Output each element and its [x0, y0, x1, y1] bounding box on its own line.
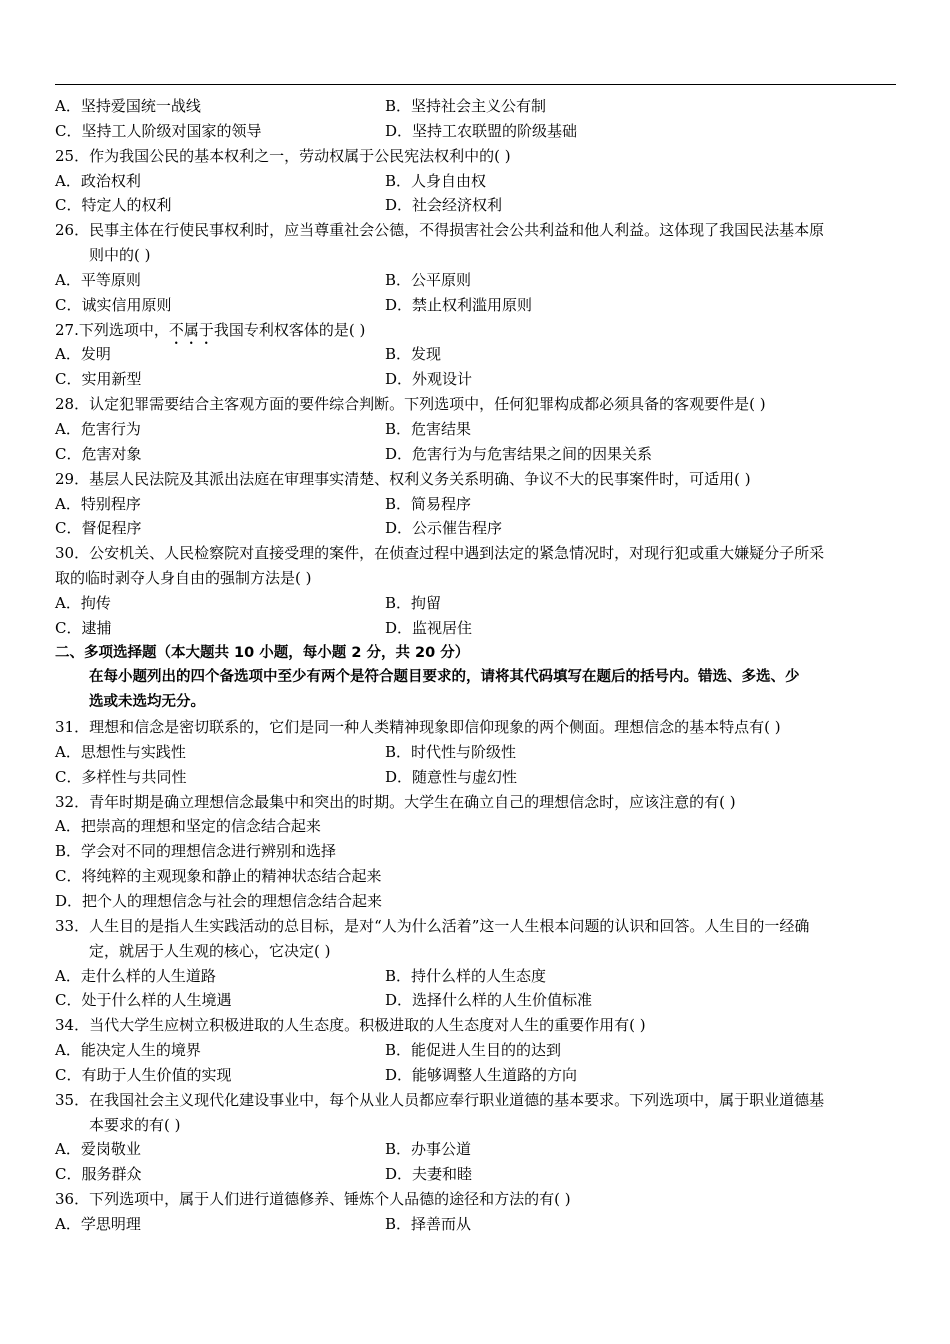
q31-options-row-2 — [55, 765, 896, 790]
q34-options-row-1 — [55, 1038, 896, 1063]
q27-options-row-1 — [55, 342, 896, 367]
q32-stem: 32．青年时期是确立理想信念最集中和突出的时期。大学生在确立自己的理想信念时，应该注意的有( ) — [55, 792, 736, 811]
q30-option-b: B．拘留 — [385, 593, 442, 612]
q31-option-d: D．随意性与虚幻性 — [385, 767, 518, 786]
q24-option-a: A．坚持爱国统一战线 — [55, 97, 201, 115]
q27-options-row-2 — [55, 367, 896, 392]
q26-option-a: A．平等原则 — [55, 270, 141, 289]
q33-stem-line-1: 33．人生目的是指人生实践活动的总目标，是对“人为什么活着”这一人生根本问题的认识和回答。人生目的一经确 — [55, 916, 810, 935]
q34-option-b: B．能促进人生目的的达到 — [385, 1041, 562, 1060]
q30-option-c: C．逮捕 — [55, 618, 112, 637]
q29-option-d: D．公示催告程序 — [385, 519, 503, 538]
q36-stem: 36．下列选项中，属于人们进行道德修养、锤炼个人品德的途径和方法的有( ) — [55, 1190, 571, 1209]
q35-option-a: A．爱岗敬业 — [55, 1140, 141, 1159]
q28-option-b: B．危害结果 — [385, 419, 472, 438]
q36-options-row-1 — [55, 1212, 896, 1237]
q25-option-d: D．社会经济权利 — [385, 196, 503, 215]
q29-options-row-2 — [55, 516, 896, 541]
q35-stem-line-2: 本要求的有( ) — [89, 1115, 181, 1134]
q27-stem-emphasis: 不属于 — [168, 320, 214, 339]
q29-stem: 29．基层人民法院及其派出法庭在审理事实清楚、权利义务关系明确、争议不大的民事案件时，可适用( ) — [55, 469, 751, 488]
q30-options-row-1 — [55, 591, 896, 616]
q33-option-b: B．持什么样的人生态度 — [385, 966, 547, 985]
q34-options-row-2 — [55, 1063, 896, 1088]
q35-option-b: B．办事公道 — [385, 1140, 472, 1159]
q30-stem-line-1: 30．公安机关、人民检察院对直接受理的案件，在侦查过程中遇到法定的紧急情况时，对现行犯或重大嫌疑分子所采 — [55, 544, 825, 563]
q35-options-row-1 — [55, 1137, 896, 1162]
q33-options-row-2 — [55, 988, 896, 1013]
q27-stem-suffix: 我国专利权客体的是( ) — [213, 320, 366, 339]
q25-option-a: A．政治权利 — [55, 171, 141, 190]
q31-option-a: A．思想性与实践性 — [55, 742, 186, 761]
q35-option-d: D．夫妻和睦 — [385, 1165, 473, 1184]
q26-options-row-2 — [55, 293, 896, 318]
q27-stem-prefix: 27.下列选项中， — [55, 320, 169, 339]
q34-option-d: D．能够调整人生道路的方向 — [385, 1065, 578, 1084]
q26-option-b: B．公平原则 — [385, 270, 472, 289]
q28-options-row-1 — [55, 417, 896, 442]
q26-option-c: C．诚实信用原则 — [55, 295, 172, 314]
q24-option-b: B．坚持社会主义公有制 — [385, 97, 547, 115]
q24-option-c: C．坚持工人阶级对国家的领导 — [55, 121, 262, 140]
top-rule — [55, 84, 896, 85]
q25-options-row-2 — [55, 193, 896, 218]
q33-option-d: D．选择什么样的人生价值标准 — [385, 991, 593, 1010]
q28-option-a: A．危害行为 — [55, 419, 141, 438]
q31-option-b: B．时代性与阶级性 — [385, 742, 517, 761]
exam-page-content — [55, 94, 896, 1237]
section-2-instructions-line-2: 选或未选均无分。 — [89, 694, 205, 711]
q29-options-row-1 — [55, 492, 896, 517]
q28-option-c: C．危害对象 — [55, 444, 142, 463]
section-2-title: 二、多项选择题（本大题共 10 小题，每小题 2 分，共 20 分） — [55, 644, 470, 661]
q28-option-d: D．危害行为与危害结果之间的因果关系 — [385, 444, 653, 463]
q33-options-row-1 — [55, 964, 896, 989]
q36-option-b: B．择善而从 — [385, 1214, 472, 1233]
q34-stem: 34．当代大学生应树立积极进取的人生态度。积极进取的人生态度对人生的重要作用有( ) — [55, 1016, 646, 1035]
q34-option-a: A．能决定人生的境界 — [55, 1041, 201, 1060]
q29-option-a: A．特别程序 — [55, 494, 141, 513]
q35-options-row-2 — [55, 1162, 896, 1187]
q25-options-row-1 — [55, 169, 896, 194]
q25-option-b: B．人身自由权 — [385, 171, 487, 190]
q24-options-row-2 — [55, 119, 896, 144]
q26-stem-line-2: 则中的( ) — [89, 246, 151, 265]
q28-stem: 28．认定犯罪需要结合主客观方面的要件综合判断。下列选项中，任何犯罪构成都必须具备的客观要件是( ) — [55, 395, 766, 414]
q27-option-a: A．发明 — [55, 345, 111, 364]
q27-option-c: C．实用新型 — [55, 370, 142, 389]
q32-option-c: C．将纯粹的主观现象和静止的精神状态结合起来 — [55, 867, 382, 886]
q26-options-row-1 — [55, 268, 896, 293]
q25-option-c: C．特定人的权利 — [55, 196, 172, 215]
q27-option-d: D．外观设计 — [385, 370, 473, 389]
q35-stem-line-1: 35．在我国社会主义现代化建设事业中，每个从业人员都应奉行职业道德的基本要求。下列选项中，属于职业道德基 — [55, 1090, 825, 1109]
q30-option-a: A．拘传 — [55, 593, 111, 612]
q29-option-b: B．简易程序 — [385, 494, 472, 513]
section-2-instructions-line-1: 在每小题列出的四个备选项中至少有两个是符合题目要求的，请将其代码填写在题后的括号内。错选、多选、少 — [89, 669, 800, 686]
q30-stem-line-2: 取的临时剥夺人身自由的强制方法是( ) — [55, 569, 312, 588]
q28-options-row-2 — [55, 442, 896, 467]
q32-option-b: B．学会对不同的理想信念进行辨别和选择 — [55, 842, 337, 861]
q35-option-c: C．服务群众 — [55, 1165, 142, 1184]
q27-stem — [55, 318, 896, 343]
q32-option-d: D．把个人的理想信念与社会的理想信念结合起来 — [55, 892, 383, 910]
q32-option-a: A．把崇高的理想和坚定的信念结合起来 — [55, 817, 321, 836]
q24-options-row-1 — [55, 94, 896, 119]
q24-option-d: D．坚持工农联盟的阶级基础 — [385, 121, 578, 140]
q25-stem: 25．作为我国公民的基本权利之一，劳动权属于公民宪法权利中的( ) — [55, 146, 511, 165]
q29-option-c: C．督促程序 — [55, 519, 142, 538]
q27-option-b: B．发现 — [385, 345, 442, 364]
q33-option-a: A．走什么样的人生道路 — [55, 966, 216, 985]
q26-option-d: D．禁止权利滥用原则 — [385, 295, 533, 314]
q33-stem-line-2: 定，就居于人生观的核心，它决定( ) — [89, 941, 331, 960]
q31-stem: 31．理想和信念是密切联系的，它们是同一种人类精神现象即信仰现象的两个侧面。理想信念的基本特点有( ) — [55, 718, 781, 737]
q30-options-row-2 — [55, 616, 896, 641]
q33-option-c: C．处于什么样的人生境遇 — [55, 991, 232, 1010]
q31-option-c: C．多样性与共同性 — [55, 767, 187, 786]
q30-option-d: D．监视居住 — [385, 618, 473, 637]
q34-option-c: C．有助于人生价值的实现 — [55, 1065, 232, 1084]
q36-option-a: A．学思明理 — [55, 1214, 141, 1233]
q31-options-row-1 — [55, 740, 896, 765]
q26-stem-line-1: 26．民事主体在行使民事权利时，应当尊重社会公德，不得损害社会公共利益和他人利益。这体现了我国民法基本原 — [55, 221, 825, 240]
